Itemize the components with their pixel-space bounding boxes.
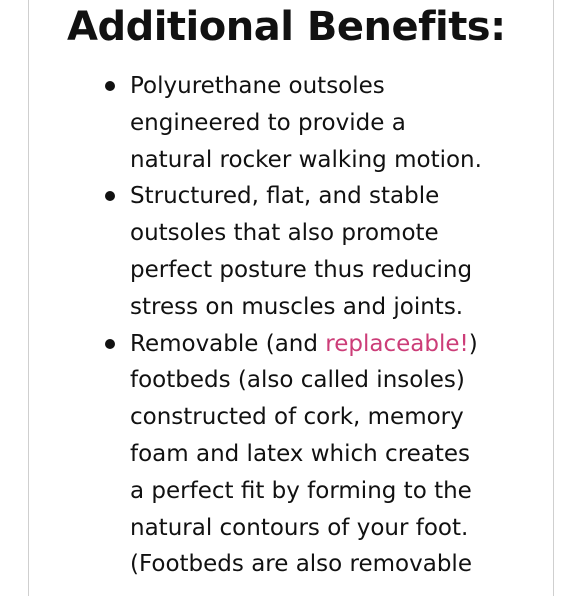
bullet-icon xyxy=(105,339,115,349)
benefits-list xyxy=(130,68,530,583)
benefit-line: outsoles that also promote xyxy=(130,220,439,247)
benefit-line: (Footbeds are also removable xyxy=(130,551,472,578)
benefit-item xyxy=(130,326,530,584)
replaceable-highlight: replaceable! xyxy=(325,330,469,357)
bullet-icon xyxy=(105,81,115,91)
benefit-line: a perfect fit by forming to the xyxy=(130,477,472,504)
benefit-line: Structured, flat, and stable xyxy=(130,183,440,210)
benefit-line: foam and latex which creates xyxy=(130,440,471,467)
benefit-line: natural rocker walking motion. xyxy=(130,146,482,173)
benefit-text: Removable (and xyxy=(130,330,326,357)
benefit-item xyxy=(130,68,530,178)
benefit-line: footbeds (also called insoles) xyxy=(130,367,465,394)
benefit-item xyxy=(130,178,530,325)
benefit-text: ) xyxy=(468,330,478,357)
benefit-line: engineered to provide a xyxy=(130,109,406,136)
benefit-line: constructed of cork, memory xyxy=(130,404,464,431)
benefit-line-first xyxy=(130,326,530,363)
benefit-line: Polyurethane outsoles xyxy=(130,73,385,99)
benefit-line: perfect posture thus reducing xyxy=(130,256,473,283)
section-title: Additional Benefits: xyxy=(67,4,506,50)
benefit-line: natural contours of your foot. xyxy=(130,514,469,541)
benefit-line: stress on muscles and joints. xyxy=(130,293,464,320)
